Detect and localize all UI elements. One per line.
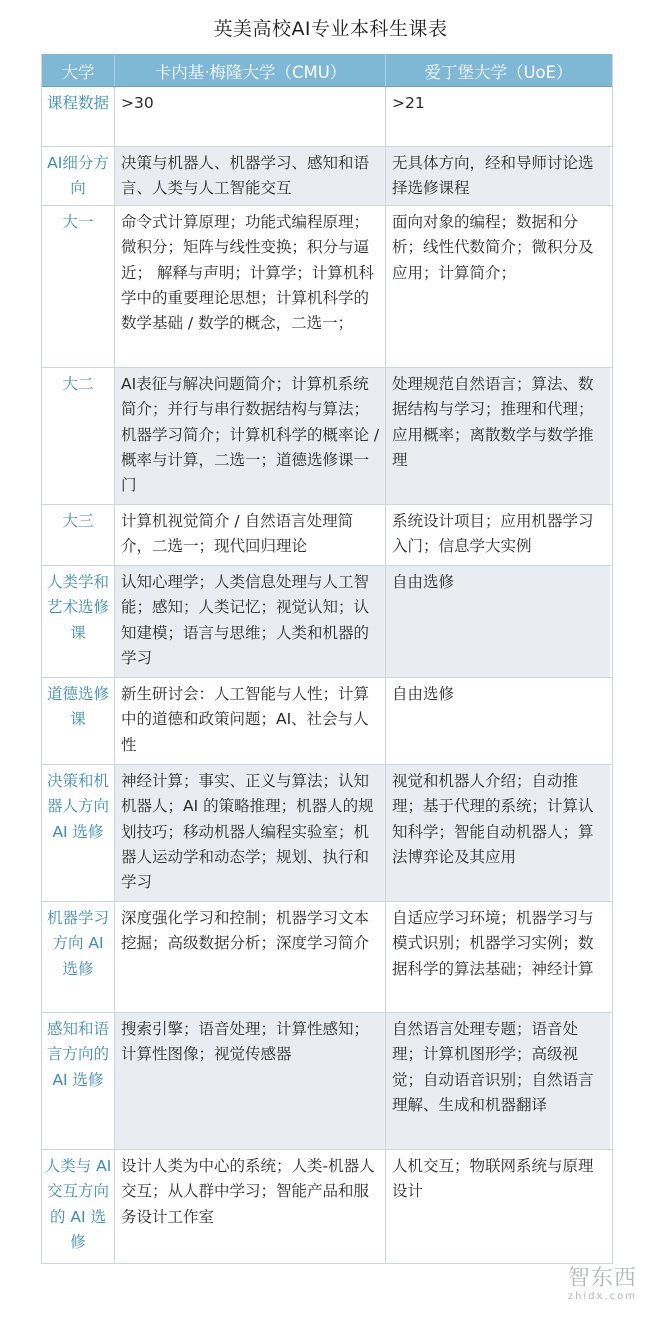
uoe-cell: 自由选修: [385, 678, 610, 764]
row-label: 感知和语言方向的 AI 选修: [46, 1020, 109, 1089]
uoe-cell: 无具体方向，经和导师讨论选择选修课程: [385, 147, 610, 205]
table-row: [42, 678, 612, 765]
row-label: 大一: [62, 213, 94, 231]
cmu-cell: 命令式计算原理；功能式编程原理；微积分；矩阵与线性变换；积分与逼近； 解释与声明；计算学；计算机科学中的重要理论思想；计算机科学的数学基础 / 数学的概念，二选一；: [114, 206, 385, 367]
cmu-cell: 神经计算；事实、正义与算法；认知机器人；AI 的策略推理；机器人的规划技巧；移动机器人编程实验室；机器人运动学和动态学；规划、执行和学习: [114, 765, 385, 901]
watermark-text: 智东西: [567, 1266, 637, 1291]
header-uoe: 爱丁堡大学（UoE）: [385, 54, 610, 86]
cmu-cell: 设计人类为中心的系统；人类-机器人交互；从人群中学习；智能产品和服务设计工作室: [114, 1150, 385, 1263]
table-header-row: [42, 54, 612, 87]
watermark-url: zhidx.com: [567, 1291, 637, 1302]
table-row: [42, 1013, 612, 1150]
cmu-cell: 决策与机器人、机器学习、感知和语言、人类与人工智能交互: [114, 147, 385, 205]
uoe-cell: 系统设计项目；应用机器学习入门；信息学大实例: [385, 505, 610, 565]
row-label: 大三: [62, 512, 94, 530]
row-label: 决策和机器人方向 AI 选修: [46, 772, 109, 841]
row-label: AI细分方向: [47, 154, 109, 198]
cmu-cell: 认知心理学；人类信息处理与人工智能；感知；人类记忆；视觉认知；认知建模；语言与思维；人类和机器的学习: [114, 566, 385, 677]
uoe-cell: 面向对象的编程；数据和分析；线性代数简介；微积分及应用；计算简介；: [385, 206, 610, 367]
row-label: 大二: [62, 375, 94, 393]
uoe-cell: >21: [385, 87, 610, 146]
row-label: 道德选修课: [46, 685, 109, 729]
table-row: [42, 505, 612, 566]
header-university: 大学: [61, 63, 95, 82]
cmu-cell: 深度强化学习和控制；机器学习文本挖掘；高级数据分析；深度学习简介: [114, 902, 385, 1012]
uoe-cell: 自适应学习环境；机器学习与模式识别；机器学习实例；数据科学的算法基础；神经计算: [385, 902, 610, 1012]
row-label: 机器学习方向 AI 选修: [46, 909, 109, 978]
course-table: [41, 54, 613, 1264]
table-row: [42, 765, 612, 902]
table-row: [42, 902, 612, 1013]
table-row: [42, 1150, 612, 1264]
uoe-cell: 人机交互；物联网系统与原理设计: [385, 1150, 610, 1263]
table-row: [42, 566, 612, 678]
cmu-cell: 计算机视觉简介 / 自然语言处理简介，二选一；现代回归理论: [114, 505, 385, 565]
table-row: [42, 87, 612, 147]
watermark-logo: [568, 1267, 637, 1303]
uoe-cell: 自由选修: [385, 566, 610, 677]
cmu-cell: 新生研讨会：人工智能与人性；计算中的道德和政策问题；AI、社会与人性: [114, 678, 385, 764]
cmu-cell: >30: [114, 87, 385, 146]
row-label: 人类学和艺术选修课: [46, 573, 109, 642]
table-row: [42, 368, 612, 505]
cmu-cell: 搜索引擎；语音处理；计算性感知；计算性图像；视觉传感器: [114, 1013, 385, 1149]
uoe-cell: 自然语言处理专题；语音处理；计算机图形学；高级视觉；自动语音识别；自然语言理解、生成和机器翻译: [385, 1013, 610, 1149]
row-label: 人类与 AI交互方向的 AI 选修: [44, 1157, 112, 1251]
table-row: [42, 147, 612, 206]
uoe-cell: 视觉和机器人介绍；自动推理；基于代理的系统；计算认知科学；智能自动机器人；算法博弈论及其应用: [385, 765, 610, 901]
row-label: 课程数据: [46, 94, 109, 112]
uoe-cell: 处理规范自然语言；算法、数据结构与学习；推理和代理；应用概率；离散数学与数学推理: [385, 368, 610, 504]
cmu-cell: AI表征与解决问题简介；计算机系统简介；并行与串行数据结构与算法；机器学习简介；计算机科学的概率论 / 概率与计算，二选一；道德选修课一门: [114, 368, 385, 504]
table-row: [42, 206, 612, 368]
table-title: 英美高校AI专业本科生课表: [213, 18, 448, 40]
header-cmu: 卡内基·梅隆大学（CMU）: [114, 54, 385, 86]
